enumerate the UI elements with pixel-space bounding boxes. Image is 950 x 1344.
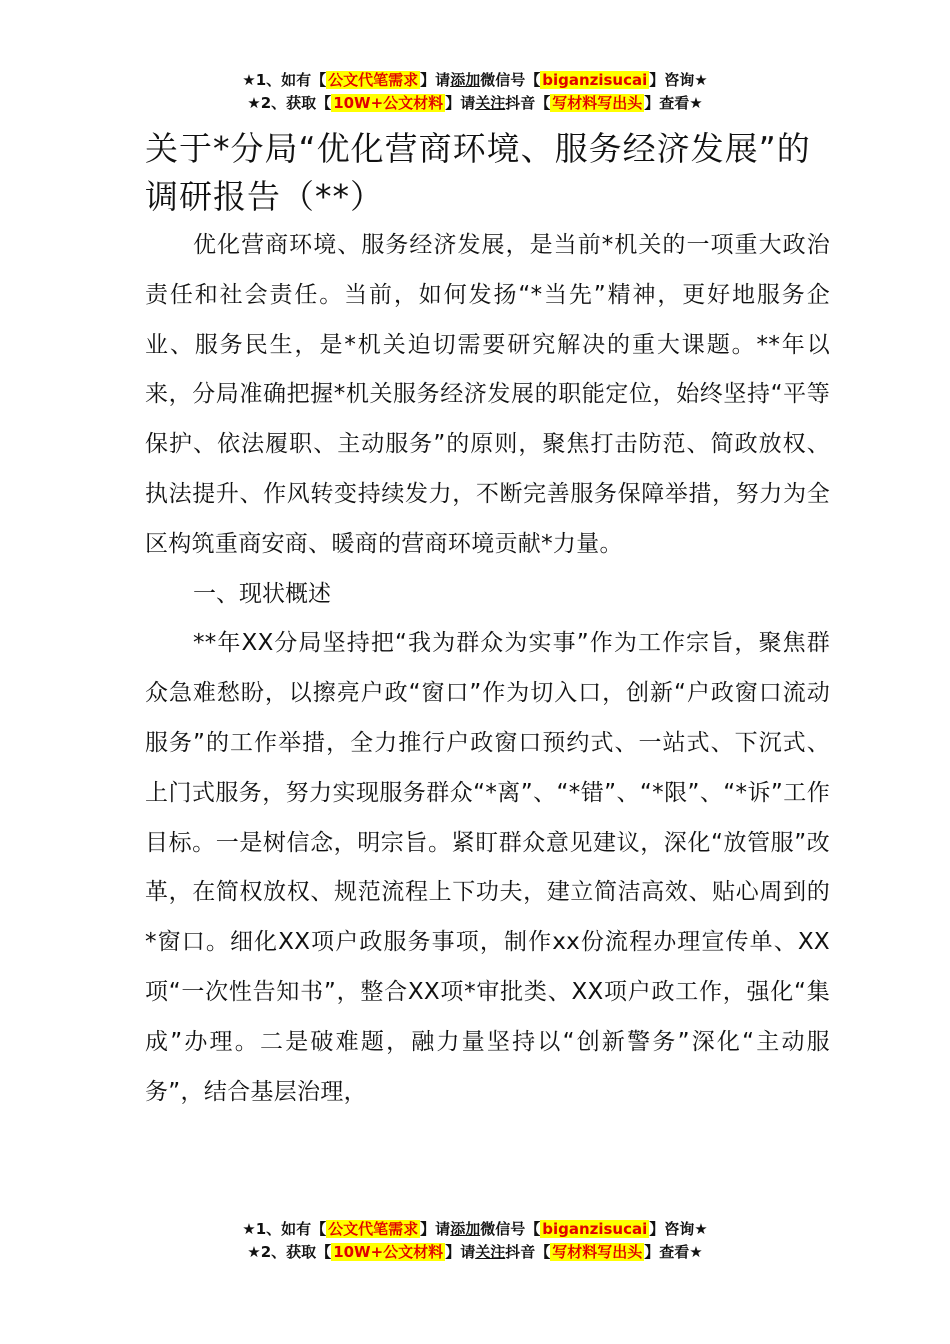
banner-line-2: ★2、获取【 10W+公文材料 】请关注抖音【 写材料写出头 】查看★ bbox=[247, 1243, 703, 1261]
banner-highlight: 10W+公文材料 bbox=[333, 94, 444, 112]
banner-line-2: ★2、获取【 10W+公文材料 】请关注抖音【 写材料写出头 】查看★ bbox=[247, 94, 703, 112]
banner-highlight: 10W+公文材料 bbox=[333, 1243, 444, 1261]
banner-douyin-id: 写材料写出头 bbox=[552, 94, 643, 112]
banner-douyin-id: 写材料写出头 bbox=[552, 1243, 643, 1261]
document-title: 关于*分局“优化营商环境、服务经济发展”的调研报告（**） bbox=[145, 129, 811, 216]
document-body bbox=[145, 125, 830, 1117]
section-heading: 一、现状概述 bbox=[193, 580, 331, 607]
banner-line-1: ★1、如有【 公文代笔需求 】请添加微信号【 biganzisucai 】咨询★ bbox=[242, 71, 708, 89]
bottom-banner bbox=[0, 1218, 950, 1264]
top-banner bbox=[0, 69, 950, 115]
banner-highlight: 公文代笔需求 bbox=[328, 71, 419, 89]
body-paragraph: **年XX分局坚持把“我为群众为实事”作为工作宗旨，聚焦群众急难愁盼，以擦亮户政“窗口”作为切入口，创新“户政窗口流动服务”的工作举措，全力推行户政窗口预约式、一站式、下沉式、上门式服务，努力实现服务群众“*离”、“*错”、“*限”、“*诉”工作目标。一是树信念，明宗旨。紧盯群众意见建议，深化“放管服”改革，在简权放权、规范流程上下功夫，建立简洁高效、贴心周到的*窗口。细化XX项户政服务事项，制作xx份流程办理宣传单、XX项“一次性告知书”，整合XX项*审批类、XX项户政工作，强化“集成”办理。二是破难题，融力量坚持以“创新警务”深化“主动服务”，结合基层治理， bbox=[145, 630, 830, 1105]
banner-line-1: ★1、如有【 公文代笔需求 】请添加微信号【 biganzisucai 】咨询★ bbox=[242, 1220, 708, 1238]
banner-wechat-id: biganzisucai bbox=[542, 71, 648, 89]
banner-highlight: 公文代笔需求 bbox=[328, 1220, 419, 1238]
banner-wechat-id: biganzisucai bbox=[542, 1220, 648, 1238]
intro-paragraph: 优化营商环境、服务经济发展，是当前*机关的一项重大政治责任和社会责任。当前，如何发扬“*当先”精神，更好地服务企业、服务民生，是*机关迫切需要研究解决的重大课题。**年以来，分局准确把握*机关服务经济发展的职能定位，始终坚持“平等保护、依法履职、主动服务”的原则，聚焦打击防范、简政放权、执法提升、作风转变持续发力，不断完善服务保障举措，努力为全区构筑重商安商、暖商的营商环境贡献*力量。 bbox=[145, 232, 830, 557]
